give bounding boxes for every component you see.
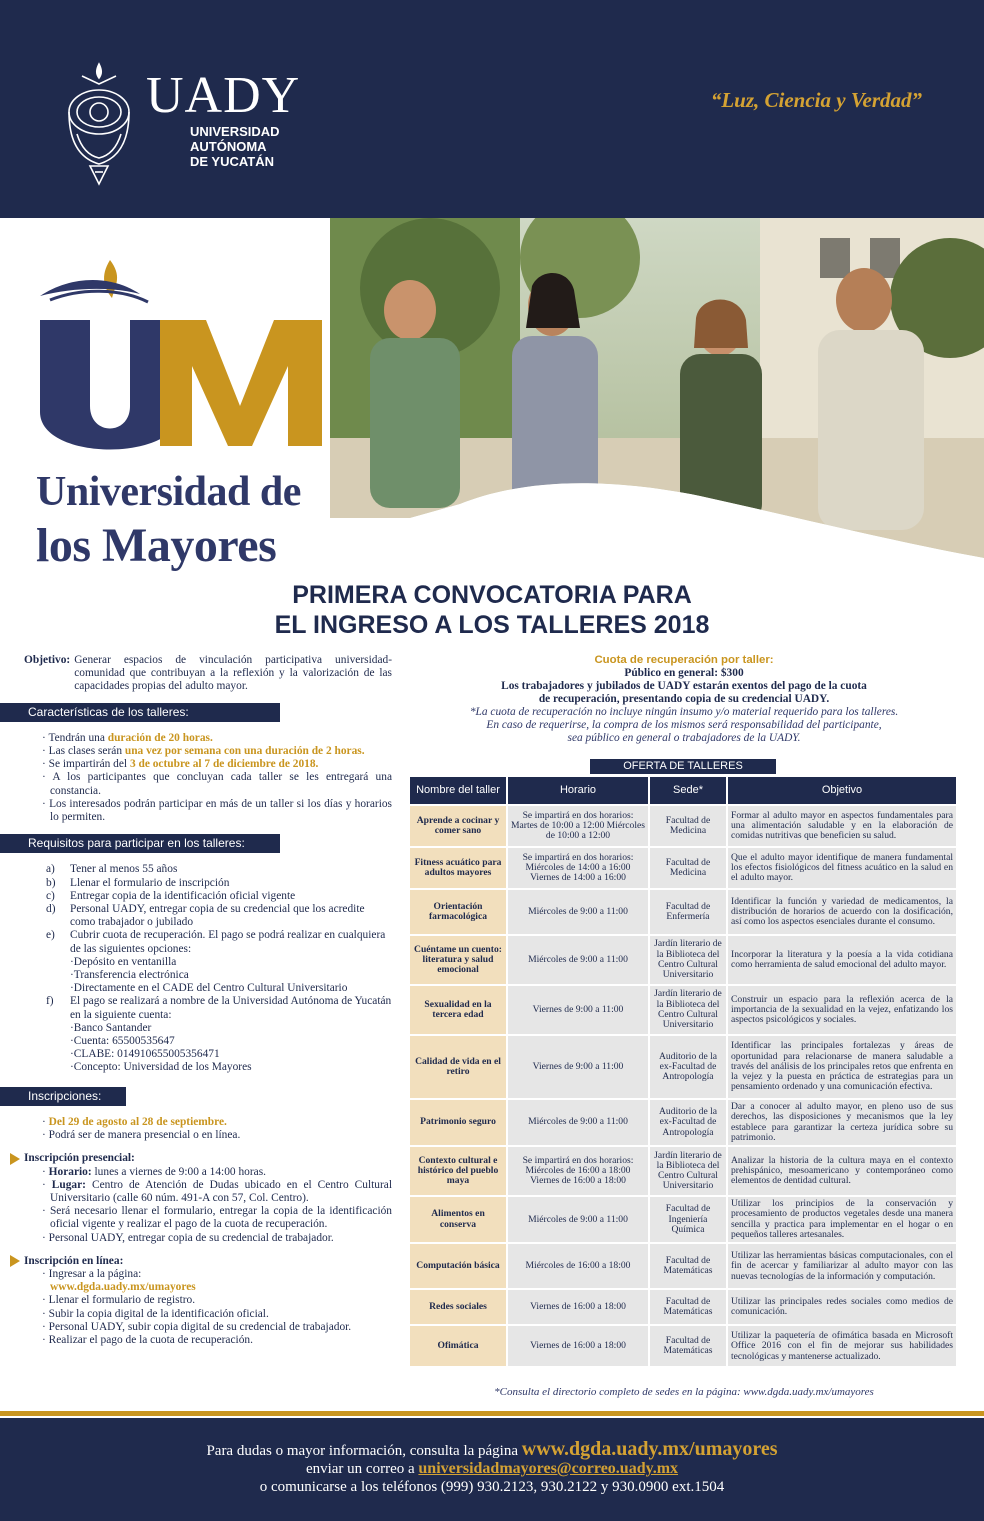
workshop-venue: Facultad de Ingeniería Química [650, 1197, 726, 1242]
footer-phones: o comunicarse a los teléfonos (999) 930.2123, 930.2122 y 930.0900 ext.1504 [259, 1479, 725, 1495]
workshop-venue: Jardín literario de la Biblioteca del Centro Cultural Universitario [650, 1147, 726, 1195]
table-row [410, 1100, 956, 1145]
table-row [410, 890, 956, 934]
registration-list [24, 1116, 392, 1142]
requirements-list [24, 863, 392, 1074]
list-item: · A los participantes que concluyan cada taller se les entregará una constancia. [42, 771, 392, 797]
table-row [410, 1036, 956, 1098]
workshop-venue: Jardín literario de la Biblioteca del Centro Cultural Universitario [650, 936, 726, 984]
brand-name: UADY [146, 67, 301, 124]
workshop-venue: Facultad de Enfermería [650, 890, 726, 934]
workshop-objective: Identificar las principales fortalezas y áreas de oportunidad para relacionarse de manera saludable a través del análisis de los principales retos que enfrenta en la vejez y la puesta en práctica de estrategias para un pensamiento ordenado y una comunicación efectiva. [728, 1036, 956, 1098]
list-item: · Del 29 de agosto al 28 de septiembre. [42, 1116, 392, 1129]
workshop-venue: Jardín literario de la Biblioteca del Centro Cultural Universitario [650, 986, 726, 1034]
inperson-heading: Inscripción presencial: [10, 1152, 392, 1165]
workshop-objective: Que el adulto mayor identifique de manera fundamental los efectos fisiológicos del fitness acuático en la salud en el adulto mayor. [728, 848, 956, 888]
workshop-schedule: Miércoles de 9:00 a 11:00 [508, 1100, 648, 1145]
table-row [410, 986, 956, 1034]
workshop-schedule: Miércoles de 9:00 a 11:00 [508, 936, 648, 984]
arrow-right-icon [10, 1255, 20, 1267]
workshop-venue: Facultad de Medicina [650, 806, 726, 846]
table-row [410, 1147, 956, 1195]
workshop-schedule: Se impartirá en dos horarios: Martes de 10:00 a 12:00 Miércoles de 10:00 a 12:00 [508, 806, 648, 846]
list-item: c) Entregar copia de la identificación oficial vigente [46, 889, 296, 902]
list-item: · Personal UADY, entregar copia de su credencial de trabajador. [42, 1232, 392, 1245]
workshop-venue: Facultad de Matemáticas [650, 1244, 726, 1288]
list-item: a) Tener al menos 55 años [46, 863, 178, 876]
workshop-objective: Utilizar las herramientas básicas computacionales, con el fin de acercar y familiarizar al adulto mayor con las nuevas tecnologías de la información y computación. [728, 1244, 956, 1288]
workshop-venue: Auditorio de la ex-Facultad de Antropología [650, 1036, 726, 1098]
list-item: · Realizar el pago de la cuota de recuperación. [42, 1334, 392, 1347]
footer-email-link[interactable]: universidadmayores@correo.uady.mx [418, 1460, 679, 1477]
workshop-schedule: Viernes de 16:00 a 18:00 [508, 1290, 648, 1324]
fee-note-line3: sea público en general o trabajadores de la UADY. [567, 732, 801, 744]
list-item: · Ingresar a la página: www.dgda.uady.mx/umayores [42, 1268, 392, 1294]
objective: Objetivo: Generar espacios de vinculación participativa universidad-comunidad que contribuyan a la reflexión y la valorización de las capacidades propias del adulto mayor. [24, 654, 392, 693]
list-item: · Las clases serán una vez por semana con una duración de 2 horas. [42, 745, 392, 758]
table-row [410, 936, 956, 984]
workshop-name: Alimentos en conserva [410, 1197, 506, 1242]
workshop-objective: Utilizar los principios de la conservación y procesamiento de productos vegetales desde una manera sencilla y practica para implementar en el hogar o en pequeños talleres artesanales. [728, 1197, 956, 1242]
list-item: · Subir la copia digital de la identificación oficial. [42, 1308, 392, 1321]
table-row [410, 1197, 956, 1242]
list-item: · Se impartirán del 3 de octubre al 7 de diciembre de 2018. [42, 758, 392, 771]
workshop-name: Calidad de vida en el retiro [410, 1036, 506, 1098]
table-row [410, 806, 956, 846]
registration-heading: Inscripciones: [0, 1087, 126, 1106]
list-item: · Tendrán una duración de 20 horas. [42, 732, 392, 745]
workshop-name: Patrimonio seguro [410, 1100, 506, 1145]
workshop-objective: Utilizar las principales redes sociales como medios de comunicación. [728, 1290, 956, 1324]
table-row [410, 1290, 956, 1324]
workshop-name: Redes sociales [410, 1290, 506, 1324]
um-title-line2: los Mayores [36, 519, 277, 572]
list-item: · Podrá ser de manera presencial o en línea. [42, 1129, 392, 1142]
fee-note-line2: En caso de requerirse, la compra de los mismos será responsabilidad del participante, [486, 719, 882, 731]
list-item: e) Cubrir cuota de recuperación. El pago se podrá realizar en cualquiera de las siguientes opciones: · Depósito en ventanilla · Transferencia electrónica · Directamente en el CADE del Centro Cultural Universitario [46, 929, 392, 995]
workshop-schedule: Miércoles de 16:00 a 18:00 [508, 1244, 648, 1288]
table-row [410, 1244, 956, 1288]
characteristics-list [24, 732, 392, 824]
workshops-table-body [410, 806, 956, 1366]
footer-website-link[interactable]: www.dgda.uady.mx/umayores [521, 1438, 778, 1460]
fee-heading: Cuota de recuperación por taller: [594, 654, 774, 666]
workshop-name: Ofimática [410, 1326, 506, 1366]
workshop-name: Fitness acuático para adultos mayores [410, 848, 506, 888]
workshop-schedule: Viernes de 9:00 a 11:00 [508, 1036, 648, 1098]
workshop-objective: Dar a conocer al adulto mayor, en pleno uso de sus derechos, las disposiciones y mecanismos que la ley establece para garantizar la certeza jurídica sobre su patrimonio. [728, 1100, 956, 1145]
list-item: · Horario: lunes a viernes de 9:00 a 14:00 horas. [42, 1166, 392, 1179]
workshop-schedule: Viernes de 16:00 a 18:00 [508, 1326, 648, 1366]
workshop-schedule: Viernes de 9:00 a 11:00 [508, 986, 648, 1034]
venues-note: *Consulta el directorio completo de sedes en la página: www.dgda.uady.mx/umayores [494, 1386, 874, 1398]
list-item: d) Personal UADY, entregar copia de su credencial que los acredite como trabajador o jubilado [46, 903, 365, 929]
table-row [410, 1326, 956, 1366]
list-item: · Será necesario llenar el formulario, entregar la copia de la identificación oficial vigente y realizar el pago de la cuota de recuperación. [42, 1205, 392, 1231]
fee-note-line1: *La cuota de recuperación no incluye ningún insumo y/o material requerido para los talleres. [469, 706, 899, 718]
workshops-table [408, 775, 958, 1368]
workshop-objective: Formar al adulto mayor en aspectos fundamentales para una alimentación saludable y en la elaboración de comidas nutritivas que beneficien su salud. [728, 806, 956, 846]
list-item: · Llenar el formulario de registro. [42, 1294, 392, 1307]
page-title: PRIMERA CONVOCATORIA PARA EL INGRESO A LOS TALLERES 2018 [274, 581, 710, 639]
arrow-right-icon [10, 1153, 20, 1165]
workshop-venue: Auditorio de la ex-Facultad de Antropología [650, 1100, 726, 1145]
fee-general: Público en general: $300 [624, 667, 744, 679]
fee-staff-line1: Los trabajadores y jubilados de UADY estarán exentos del pago de la cuota [501, 680, 867, 692]
workshop-name: Aprende a cocinar y comer sano [410, 806, 506, 846]
workshop-name: Orientación farmacológica [410, 890, 506, 934]
workshop-name: Computación básica [410, 1244, 506, 1288]
workshop-schedule: Se impartirá en dos horarios: Miércoles de 14:00 a 16:00 Viernes de 14:00 a 16:00 [508, 848, 648, 888]
um-title-line1: Universidad de [36, 469, 301, 515]
workshop-objective: Utilizar la paquetería de ofimática basada en Microsoft Office 2016 con el fin de mejorar sus habilidades tecnológicas y mantenerse actualizado. [728, 1326, 956, 1366]
table-row [410, 848, 956, 888]
footer: Para dudas o mayor información, consulta la página www.dgda.uady.mx/umayores enviar un correo a universidadmayores@correo.uady.mx o comunicarse a los teléfonos (999) 930.2123, 930.2122 y 930.0900 ext.1504 [0, 1418, 984, 1521]
workshop-objective: Construir un espacio para la reflexión acerca de la importancia de la sexualidad en la vejez, enfatizando los aspectos psicológicos y sociales. [728, 986, 956, 1034]
workshop-objective: Incorporar la literatura y la poesía a la vida cotidiana como herramienta de salud emocional del adulto mayor. [728, 936, 956, 984]
university-seal-icon [60, 60, 138, 190]
workshop-venue: Facultad de Matemáticas [650, 1326, 726, 1366]
workshop-name: Sexualidad en la tercera edad [410, 986, 506, 1034]
fee-section [408, 654, 960, 745]
workshop-name: Contexto cultural e histórico del pueblo maya [410, 1147, 506, 1195]
fee-staff-line2: de recuperación, presentando copia de su credencial UADY. [538, 693, 830, 705]
list-item: · Los interesados podrán participar en más de un taller si los días y horarios lo permiten. [42, 798, 392, 824]
column-header: Horario [508, 777, 648, 804]
workshop-objective: Identificar la función y variedad de medicamentos, la distribución de horarios de acuerdo con la dosificación, así como los aspectos esenciales durante el consumo. [728, 890, 956, 934]
list-item: · Lugar: Centro de Atención de Dudas ubicado en el Centro Cultural Universitario (calle 60 núm. 491-A con 57, Col. Centro). [42, 1179, 392, 1205]
motto: “Luz, Ciencia y Verdad” [710, 88, 922, 112]
umayores-link[interactable]: www.dgda.uady.mx/umayores [50, 1281, 196, 1294]
online-list [24, 1268, 392, 1347]
workshop-venue: Facultad de Matemáticas [650, 1290, 726, 1324]
left-column [24, 654, 392, 1347]
workshop-schedule: Miércoles de 9:00 a 11:00 [508, 890, 648, 934]
list-item: · Personal UADY, subir copia digital de su credencial de trabajador. [42, 1321, 392, 1334]
characteristics-heading: Características de los talleres: [0, 703, 280, 722]
table-header-row [410, 777, 956, 804]
workshops-heading: OFERTA DE TALLERES [590, 759, 776, 774]
workshop-schedule: Se impartirá en dos horarios: Miércoles de 16:00 a 18:00 Viernes de 16:00 a 18:00 [508, 1147, 648, 1195]
workshop-schedule: Miércoles de 9:00 a 11:00 [508, 1197, 648, 1242]
inperson-list [24, 1166, 392, 1245]
brand-subtitle: UNIVERSIDAD AUTÓNOMA DE YUCATÁN [190, 124, 280, 169]
list-item: b) Llenar el formulario de inscripción [46, 876, 230, 889]
online-heading: Inscripción en línea: [10, 1255, 392, 1268]
workshop-name: Cuéntame un cuento: literatura y salud emocional [410, 936, 506, 984]
list-item: f) El pago se realizará a nombre de la Universidad Autónoma de Yucatán en la siguiente cuenta: · Banco Santander · Cuenta: 65500535647 · CLABE: 014910655005356471 · Concepto: Universidad de los Mayores [46, 995, 392, 1074]
workshop-venue: Facultad de Medicina [650, 848, 726, 888]
requirements-heading: Requisitos para participar en los talleres: [0, 834, 280, 853]
column-header: Sede* [650, 777, 726, 804]
workshop-objective: Analizar la historia de la cultura maya en el contexto prehispánico, mesoamericano y contemporáneo como elementos de dentidad cultural. [728, 1147, 956, 1195]
column-header: Objetivo [728, 777, 956, 804]
column-header: Nombre del taller [410, 777, 506, 804]
